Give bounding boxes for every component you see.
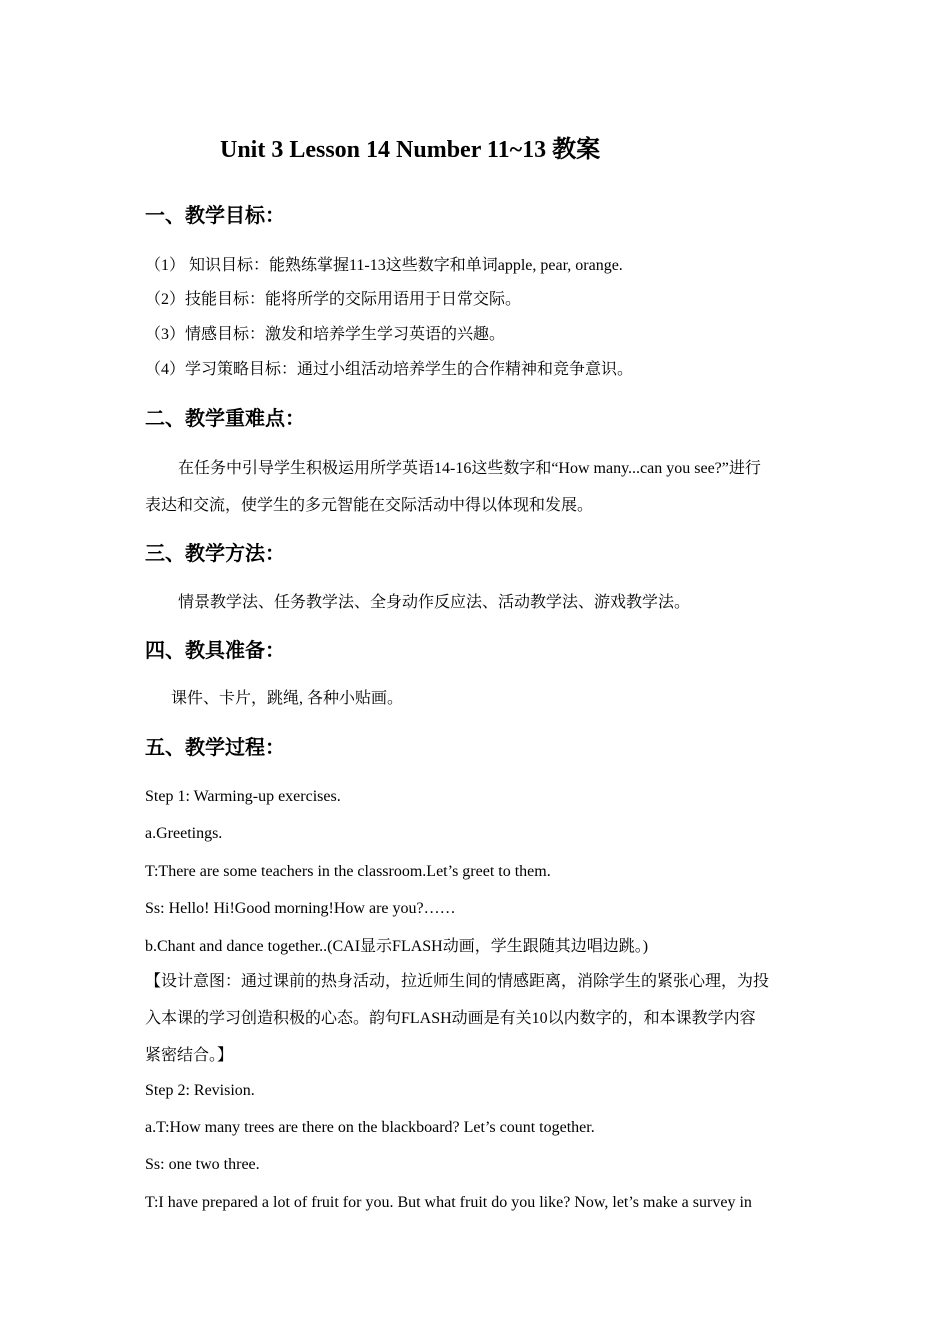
procedure-teacher-line-2: a.T:How many trees are there on the blackboard? Let’s count together. [145,1119,595,1136]
materials-line: 课件、卡片，跳绳, 各种小贴画。 [171,690,404,707]
procedure-step-2-title: Step 2: Revision. [145,1082,255,1099]
section-heading-objectives: 一、教学目标： [145,205,285,227]
procedure-students-line-1: Ss: Hello! Hi!Good morning!How are you?…… [145,900,456,917]
section-heading-methods: 三、教学方法： [145,543,285,565]
section-heading-procedure: 五、教学过程： [145,737,285,759]
procedure-chant-dance: b.Chant and dance together..(CAI显示FLASH动画，学生跟随其边唱边跳。) [145,938,649,955]
methods-line: 情景教学法、任务教学法、全身动作反应法、活动教学法、游戏教学法。 [178,594,691,611]
objective-skills: （2）技能目标：能将所学的交际用语用于日常交际。 [145,291,522,308]
procedure-teacher-line-1: T:There are some teachers in the classroom.Let’s greet to them. [145,863,551,880]
section-heading-key-points: 二、教学重难点： [145,408,305,430]
design-intent-line-3: 紧密结合。】 [145,1047,234,1064]
procedure-students-line-2: Ss: one two three. [145,1156,260,1173]
procedure-teacher-line-3: T:I have prepared a lot of fruit for you. But what fruit do you like? Now, let’s make a survey in [145,1194,752,1211]
design-intent-line-2: 入本课的学习创造积极的心态。韵句FLASH动画是有关10以内数字的，和本课教学内容 [145,1010,756,1027]
document-title: Unit 3 Lesson 14 Number 11~13 教案 [220,137,601,163]
objective-knowledge: （1） 知识目标：能熟练掌握11-13这些数字和单词apple, pear, orange. [145,257,623,274]
procedure-greetings: a.Greetings. [145,825,223,842]
design-intent-line-1: 【设计意图：通过课前的热身活动，拉近师生间的情感距离，消除学生的紧张心理，为投 [145,973,770,990]
objective-strategy: （4）学习策略目标：通过小组活动培养学生的合作精神和竞争意识。 [145,361,634,378]
key-points-line-1: 在任务中引导学生积极运用所学英语14-16这些数字和“How many...can you see?”进行 [178,460,761,477]
key-points-line-2: 表达和交流，使学生的多元智能在交际活动中得以体现和发展。 [145,497,594,514]
objective-emotion: （3）情感目标：激发和培养学生学习英语的兴趣。 [145,326,506,343]
procedure-step-1-title: Step 1: Warming-up exercises. [145,788,341,805]
section-heading-materials: 四、教具准备： [145,640,285,662]
